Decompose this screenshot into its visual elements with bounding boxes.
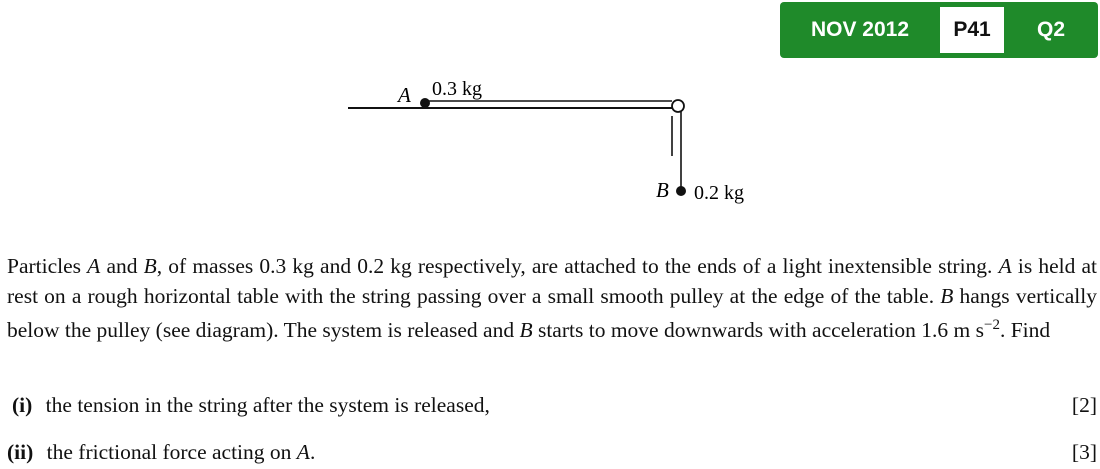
question-number: Q2 xyxy=(1036,18,1065,41)
part-ii-italic: A xyxy=(296,440,310,464)
part-i xyxy=(12,393,1097,418)
particle-b xyxy=(676,186,686,196)
part-i-text: the tension in the string after the system is released, xyxy=(45,393,490,417)
paragraph-text: and xyxy=(100,254,144,278)
pulley xyxy=(672,100,684,112)
particle-b-label: B xyxy=(656,178,669,202)
paragraph-italic: B xyxy=(940,283,954,308)
particle-a-label: A xyxy=(398,83,411,107)
part-i-number: (i) xyxy=(12,393,33,417)
paragraph-text: hangs vertically below the pulley (see diagram). The system is released and xyxy=(7,283,1098,343)
part-i-body xyxy=(12,393,490,418)
particle-a-mass: 0.3 kg xyxy=(432,78,482,100)
part-ii-text-end: . xyxy=(309,440,316,464)
part-ii xyxy=(7,440,1097,465)
paragraph-italic: B xyxy=(519,318,533,343)
paragraph-text: . Find xyxy=(999,318,1051,343)
paragraph-italic: A xyxy=(998,254,1012,278)
paragraph-text: is held at rest on a rough horizontal table with the string passing over a small smooth pulley at the edge of the table. xyxy=(7,254,1097,308)
paragraph-text: starts to move downwards with acceleration 1.6 m s xyxy=(532,318,984,343)
paragraph-text: , of masses 0.3 kg and 0.2 kg respectively, are attached to the ends of a light inextensible string. xyxy=(156,254,999,278)
paragraph-superscript: −2 xyxy=(984,317,1000,333)
part-ii-body xyxy=(7,440,315,465)
part-ii-marks: [3] xyxy=(1071,440,1097,464)
particle-a xyxy=(420,98,430,108)
exam-session: NOV 2012 xyxy=(810,18,910,41)
paragraph-italic: A xyxy=(87,254,101,278)
part-ii-number: (ii) xyxy=(7,440,34,464)
paragraph-text: Particles xyxy=(7,254,88,278)
paper-code: P41 xyxy=(940,7,1004,53)
part-ii-text: the frictional force acting on xyxy=(46,440,297,464)
particle-b-mass: 0.2 kg xyxy=(694,182,744,204)
paragraph-italic: B xyxy=(143,254,157,278)
question-paragraph xyxy=(7,252,1097,346)
part-i-marks: [2] xyxy=(1071,393,1097,417)
